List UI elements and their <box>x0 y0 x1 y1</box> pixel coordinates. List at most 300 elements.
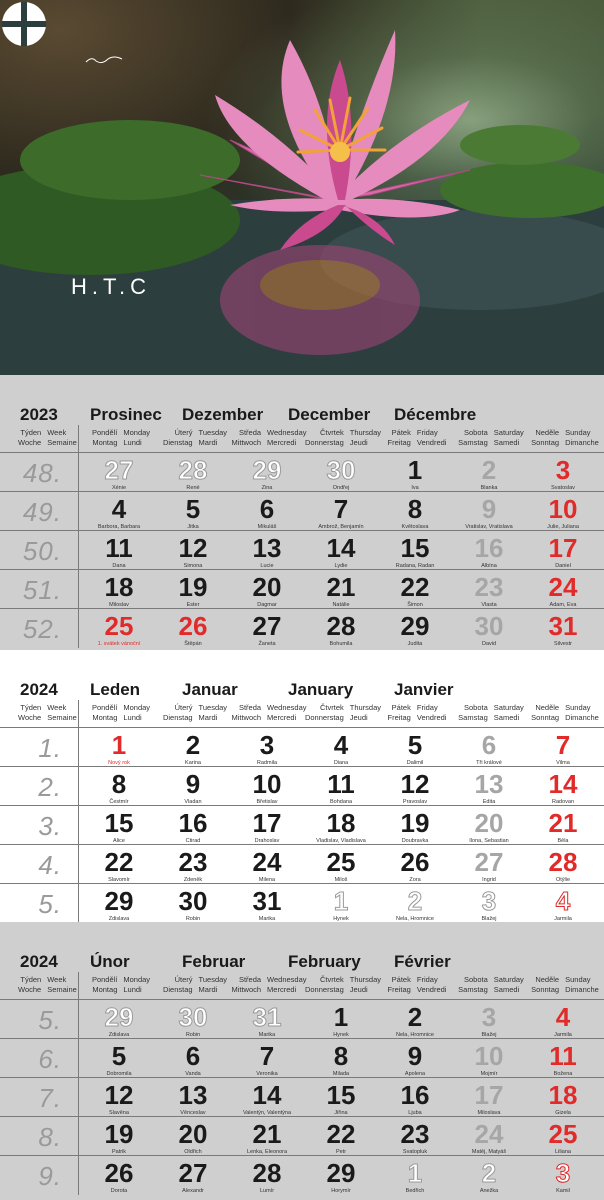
name-day: Drahoslav <box>254 838 280 844</box>
day-number: 10 <box>548 494 578 524</box>
week-number: 52. <box>22 614 62 644</box>
day-cell <box>82 531 156 570</box>
name-day: Jarmila <box>554 1032 572 1038</box>
name-day: Silvestr <box>553 641 573 647</box>
day-cell <box>378 531 452 570</box>
day-number: 2 <box>407 1002 423 1032</box>
day-cell <box>452 1078 526 1117</box>
day-cell <box>452 806 526 845</box>
name-day: 1. svátek vánoční <box>97 641 141 647</box>
weekday-header <box>0 700 604 728</box>
week-number: 7. <box>38 1083 62 1113</box>
day-number: 16 <box>400 1080 430 1110</box>
day-cell <box>156 884 230 923</box>
day-number: 2 <box>481 455 497 485</box>
weekday-label: Pondělí Montag Monday Lundi <box>91 703 151 722</box>
day-cell <box>304 1000 378 1039</box>
name-day: Zdislava <box>108 1032 130 1038</box>
day-number: 18 <box>326 808 356 838</box>
name-day: Vilma <box>556 760 570 766</box>
day-number: 27 <box>474 847 504 877</box>
day-cell <box>156 609 230 648</box>
day-cell <box>526 1039 600 1078</box>
day-number: 20 <box>178 1119 208 1149</box>
week-row <box>0 1039 604 1078</box>
name-day: Judita <box>407 641 423 647</box>
name-day: Ondřej <box>332 485 350 491</box>
day-cell <box>82 1156 156 1195</box>
name-day: Bohdana <box>329 799 353 805</box>
day-number: 13 <box>178 1080 208 1110</box>
month-name: Februar <box>182 952 246 971</box>
day-number: 29 <box>326 1158 356 1188</box>
day-cell <box>304 767 378 806</box>
name-day: Jiřina <box>334 1110 348 1116</box>
weekday-label: Pátek Freitag Friday Vendredi <box>387 428 447 447</box>
day-cell <box>230 453 304 492</box>
name-day: Xénie <box>111 485 127 491</box>
day-cell <box>304 728 378 767</box>
month-header <box>0 375 604 425</box>
day-cell <box>82 1078 156 1117</box>
week-column-label: Týden Woche Week Semaine <box>18 428 77 447</box>
name-day: Břetislav <box>256 799 278 805</box>
day-cell <box>452 1000 526 1039</box>
day-cell <box>452 884 526 923</box>
day-cell <box>156 492 230 531</box>
month-name: January <box>288 680 354 699</box>
weekday-label: Úterý Dienstag Tuesday Mardi <box>162 428 228 447</box>
day-cell <box>526 492 600 531</box>
day-number: 23 <box>178 847 208 877</box>
day-cell <box>156 1078 230 1117</box>
name-day: Hynek <box>333 1032 349 1038</box>
day-number: 9 <box>481 494 497 524</box>
name-day: Kamil <box>556 1188 570 1194</box>
day-cell <box>452 609 526 648</box>
day-cell <box>156 845 230 884</box>
week-number: 49. <box>22 497 62 527</box>
month-name: February <box>288 952 361 971</box>
name-day: Doubravka <box>401 838 429 844</box>
header-divider <box>78 700 79 728</box>
day-cell <box>304 1039 378 1078</box>
day-cell <box>82 570 156 609</box>
day-cell <box>526 884 600 923</box>
name-day: Matěj, Matyáš <box>471 1149 507 1155</box>
name-day: Iva <box>411 485 419 491</box>
week-divider <box>78 570 79 609</box>
name-day: Vratislav, Vratislava <box>465 524 513 530</box>
name-day: Svatopluk <box>402 1149 428 1155</box>
day-number: 18 <box>104 572 134 602</box>
week-divider <box>78 845 79 884</box>
name-day: Robin <box>185 1032 201 1038</box>
day-cell <box>526 531 600 570</box>
name-day: Robin <box>185 916 201 922</box>
name-day: Natálie <box>332 602 350 608</box>
week-number: 5. <box>38 889 62 919</box>
month-block <box>0 650 604 922</box>
day-number: 28 <box>326 611 356 641</box>
day-number: 14 <box>548 769 578 799</box>
name-day: Otýlie <box>555 877 571 883</box>
day-number: 9 <box>185 769 201 799</box>
month-header <box>0 650 604 700</box>
week-divider <box>78 1039 79 1078</box>
day-cell <box>230 845 304 884</box>
day-number: 23 <box>400 1119 430 1149</box>
week-number: 1. <box>38 733 62 763</box>
day-number: 17 <box>252 808 282 838</box>
name-day: Zdislava <box>108 916 130 922</box>
day-cell <box>82 806 156 845</box>
day-number: 22 <box>104 847 134 877</box>
week-divider <box>78 884 79 923</box>
day-number: 31 <box>252 886 282 916</box>
weekday-label: Středa Mittwoch Wednesday Mercredi <box>231 428 307 447</box>
day-cell <box>156 570 230 609</box>
day-cell <box>378 570 452 609</box>
day-number: 2 <box>407 886 423 916</box>
day-cell <box>230 492 304 531</box>
name-day: Gizela <box>555 1110 571 1116</box>
week-divider <box>78 453 79 492</box>
day-cell <box>304 570 378 609</box>
week-divider <box>78 531 79 570</box>
day-number: 9 <box>407 1041 423 1071</box>
day-number: 6 <box>185 1041 201 1071</box>
day-cell <box>452 492 526 531</box>
day-cell <box>304 1117 378 1156</box>
weekday-label: Čtvrtek Donnerstag Thursday Jeudi <box>304 975 382 994</box>
day-number: 14 <box>252 1080 282 1110</box>
day-cell <box>156 453 230 492</box>
day-number: 8 <box>111 769 127 799</box>
name-day: Blanka <box>480 485 498 491</box>
weekday-label: Středa Mittwoch Wednesday Mercredi <box>231 975 307 994</box>
day-number: 25 <box>326 847 356 877</box>
day-number: 29 <box>400 611 430 641</box>
day-cell <box>156 1039 230 1078</box>
name-day: Alice <box>113 838 125 844</box>
day-cell <box>378 1156 452 1195</box>
name-day: Lenka, Eleonora <box>246 1149 288 1155</box>
day-cell <box>304 453 378 492</box>
weekday-label: Úterý Dienstag Tuesday Mardi <box>162 975 228 994</box>
day-number: 7 <box>333 494 349 524</box>
day-cell <box>526 1000 600 1039</box>
day-number: 29 <box>104 886 134 916</box>
day-cell <box>378 609 452 648</box>
week-row <box>0 884 604 923</box>
name-day: Šimon <box>407 602 423 608</box>
day-number: 1 <box>333 886 349 916</box>
day-cell <box>378 806 452 845</box>
name-day: Dobromila <box>106 1071 132 1077</box>
day-number: 26 <box>104 1158 134 1188</box>
month-name: Januar <box>182 680 238 699</box>
month-name: Leden <box>90 680 141 699</box>
month-name: Janvier <box>394 680 454 699</box>
name-day: Apolena <box>404 1071 426 1077</box>
day-cell <box>304 884 378 923</box>
week-number: 5. <box>38 1005 62 1035</box>
name-day: Ilona, Sebastian <box>469 838 509 844</box>
day-cell <box>378 767 452 806</box>
day-cell <box>230 1156 304 1195</box>
name-day: Vladislav, Vladislava <box>316 838 366 844</box>
day-number: 28 <box>548 847 578 877</box>
day-cell <box>230 1117 304 1156</box>
day-cell <box>82 884 156 923</box>
day-cell <box>304 531 378 570</box>
name-day: Vanda <box>185 1071 201 1077</box>
month-name: Prosinec <box>90 405 162 424</box>
day-number: 19 <box>400 808 430 838</box>
week-number: 8. <box>38 1122 62 1152</box>
week-row <box>0 1156 604 1195</box>
name-day: Valentýn, Valentýna <box>242 1110 292 1116</box>
name-day: Milena <box>258 877 276 883</box>
day-number: 15 <box>400 533 430 563</box>
day-number: 10 <box>252 769 282 799</box>
name-day: Věnceslav <box>180 1110 206 1116</box>
name-day: Slavěna <box>109 1110 129 1116</box>
day-number: 29 <box>252 455 282 485</box>
day-cell <box>452 1156 526 1195</box>
day-number: 31 <box>548 611 578 641</box>
day-cell <box>304 609 378 648</box>
name-day: Radana, Radan <box>395 563 435 569</box>
day-number: 5 <box>407 730 423 760</box>
day-cell <box>82 728 156 767</box>
day-number: 22 <box>326 1119 356 1149</box>
name-day: Mikuláš <box>257 524 277 530</box>
day-cell <box>156 806 230 845</box>
name-day: Miloš <box>334 877 348 883</box>
day-number: 26 <box>400 847 430 877</box>
week-column-label: Týden Woche Week Semaine <box>18 703 77 722</box>
day-number: 11 <box>105 533 133 563</box>
day-number: 13 <box>252 533 282 563</box>
day-cell <box>82 1000 156 1039</box>
day-cell <box>230 1078 304 1117</box>
week-row <box>0 767 604 806</box>
week-divider <box>78 492 79 531</box>
name-day: Veronika <box>256 1071 278 1077</box>
name-day: Zora <box>409 877 421 883</box>
name-day: Milada <box>332 1071 350 1077</box>
weekday-header <box>0 972 604 1000</box>
day-number: 1 <box>111 730 127 760</box>
week-column-label: Týden Woche Week Semaine <box>18 975 77 994</box>
day-number: 22 <box>400 572 430 602</box>
weekday-label: Čtvrtek Donnerstag Thursday Jeudi <box>304 428 382 447</box>
name-day: Marika <box>258 1032 276 1038</box>
day-cell <box>378 492 452 531</box>
day-number: 1 <box>407 455 423 485</box>
week-divider <box>78 1117 79 1156</box>
day-cell <box>526 806 600 845</box>
name-day: Dorota <box>110 1188 128 1194</box>
name-day: Anežka <box>479 1188 499 1194</box>
header-divider <box>78 972 79 1000</box>
day-cell <box>82 492 156 531</box>
month-year: 2023 <box>20 405 58 424</box>
day-cell <box>304 845 378 884</box>
day-cell <box>82 1117 156 1156</box>
name-day: Marika <box>258 916 276 922</box>
name-day: Čestmír <box>109 799 129 805</box>
day-number: 28 <box>178 455 208 485</box>
month-header <box>0 922 604 972</box>
name-day: Nový rok <box>108 760 130 766</box>
name-day: Dagmar <box>257 602 277 608</box>
day-number: 15 <box>104 808 134 838</box>
week-divider <box>78 728 79 767</box>
name-day: Běla <box>557 838 569 844</box>
name-day: Liliana <box>555 1149 571 1155</box>
day-cell <box>230 609 304 648</box>
day-cell <box>230 570 304 609</box>
name-day: Bedřich <box>405 1188 425 1194</box>
week-number: 3. <box>38 811 62 841</box>
month-year: 2024 <box>20 952 58 971</box>
logo-text: H.T.C <box>71 274 151 299</box>
week-divider <box>78 767 79 806</box>
week-row <box>0 1117 604 1156</box>
day-number: 3 <box>555 1158 571 1188</box>
day-cell <box>526 609 600 648</box>
week-number: 2. <box>38 772 62 802</box>
name-day: Albína <box>481 563 497 569</box>
day-number: 25 <box>104 611 134 641</box>
name-day: David <box>481 641 497 647</box>
day-number: 19 <box>104 1119 134 1149</box>
day-number: 8 <box>407 494 423 524</box>
day-number: 4 <box>333 730 349 760</box>
day-cell <box>526 845 600 884</box>
day-number: 14 <box>326 533 356 563</box>
day-number: 11 <box>327 769 355 799</box>
name-day: Vlasta <box>481 602 497 608</box>
name-day: Ester <box>186 602 200 608</box>
day-cell <box>378 728 452 767</box>
day-cell <box>230 767 304 806</box>
month-name: Février <box>394 952 451 971</box>
name-day: Barbora, Barbara <box>97 524 141 530</box>
day-cell <box>526 570 600 609</box>
day-cell <box>304 1156 378 1195</box>
week-row <box>0 806 604 845</box>
week-divider <box>78 1000 79 1039</box>
week-divider <box>78 609 79 648</box>
name-day: Nela, Hromnice <box>396 916 434 922</box>
day-number: 2 <box>481 1158 497 1188</box>
day-cell <box>452 531 526 570</box>
day-number: 23 <box>474 572 504 602</box>
day-cell <box>82 453 156 492</box>
name-day: Zdeněk <box>183 877 203 883</box>
day-number: 21 <box>326 572 356 602</box>
day-cell <box>82 767 156 806</box>
day-number: 4 <box>555 886 571 916</box>
day-cell <box>156 1000 230 1039</box>
day-number: 10 <box>474 1041 504 1071</box>
name-day: Miloslava <box>477 1110 501 1116</box>
day-number: 17 <box>548 533 578 563</box>
day-cell <box>82 845 156 884</box>
day-number: 18 <box>548 1080 578 1110</box>
weekday-label: Sobota Samstag Saturday Samedi <box>458 428 524 447</box>
name-day: Diana <box>333 760 349 766</box>
day-number: 13 <box>474 769 504 799</box>
month-name: Dezember <box>182 405 264 424</box>
weekday-label: Pondělí Montag Monday Lundi <box>91 428 151 447</box>
week-divider <box>78 1078 79 1117</box>
day-number: 5 <box>185 494 201 524</box>
day-cell <box>378 1000 452 1039</box>
name-day: Žaneta <box>258 641 276 647</box>
day-cell <box>526 1078 600 1117</box>
name-day: Svatoslav <box>551 485 575 491</box>
weekday-label: Pátek Freitag Friday Vendredi <box>387 703 447 722</box>
day-number: 29 <box>104 1002 134 1032</box>
week-row <box>0 453 604 492</box>
name-day: Bohumila <box>329 641 353 647</box>
day-number: 31 <box>252 1002 282 1032</box>
day-number: 26 <box>178 611 208 641</box>
weekday-label: Pondělí Montag Monday Lundi <box>91 975 151 994</box>
day-number: 5 <box>111 1041 127 1071</box>
name-day: Ambrož, Benjamín <box>318 524 364 530</box>
name-day: Dana <box>112 563 126 569</box>
name-day: Julie, Juliana <box>547 524 579 530</box>
name-day: Radovan <box>551 799 575 805</box>
week-row <box>0 728 604 767</box>
day-cell <box>526 767 600 806</box>
name-day: Lumír <box>259 1188 275 1194</box>
day-cell <box>304 806 378 845</box>
name-day: Jitka <box>187 524 199 530</box>
day-number: 4 <box>111 494 127 524</box>
day-cell <box>304 492 378 531</box>
weekday-header <box>0 425 604 453</box>
name-day: Daniel <box>555 563 571 569</box>
day-cell <box>156 728 230 767</box>
day-cell <box>230 531 304 570</box>
day-cell <box>378 845 452 884</box>
week-row <box>0 1078 604 1117</box>
weekday-label: Sobota Samstag Saturday Samedi <box>458 703 524 722</box>
weekday-label: Čtvrtek Donnerstag Thursday Jeudi <box>304 703 382 722</box>
day-cell <box>378 453 452 492</box>
day-cell <box>452 845 526 884</box>
month-year: 2024 <box>20 680 58 699</box>
day-number: 1 <box>333 1002 349 1032</box>
month-name: December <box>288 405 371 424</box>
day-cell <box>452 1039 526 1078</box>
week-number: 6. <box>38 1044 62 1074</box>
name-day: Ingrid <box>482 877 496 883</box>
day-number: 8 <box>333 1041 349 1071</box>
day-number: 24 <box>252 847 282 877</box>
day-number: 17 <box>474 1080 504 1110</box>
day-cell <box>230 884 304 923</box>
week-number: 51. <box>22 575 62 605</box>
day-number: 27 <box>178 1158 208 1188</box>
